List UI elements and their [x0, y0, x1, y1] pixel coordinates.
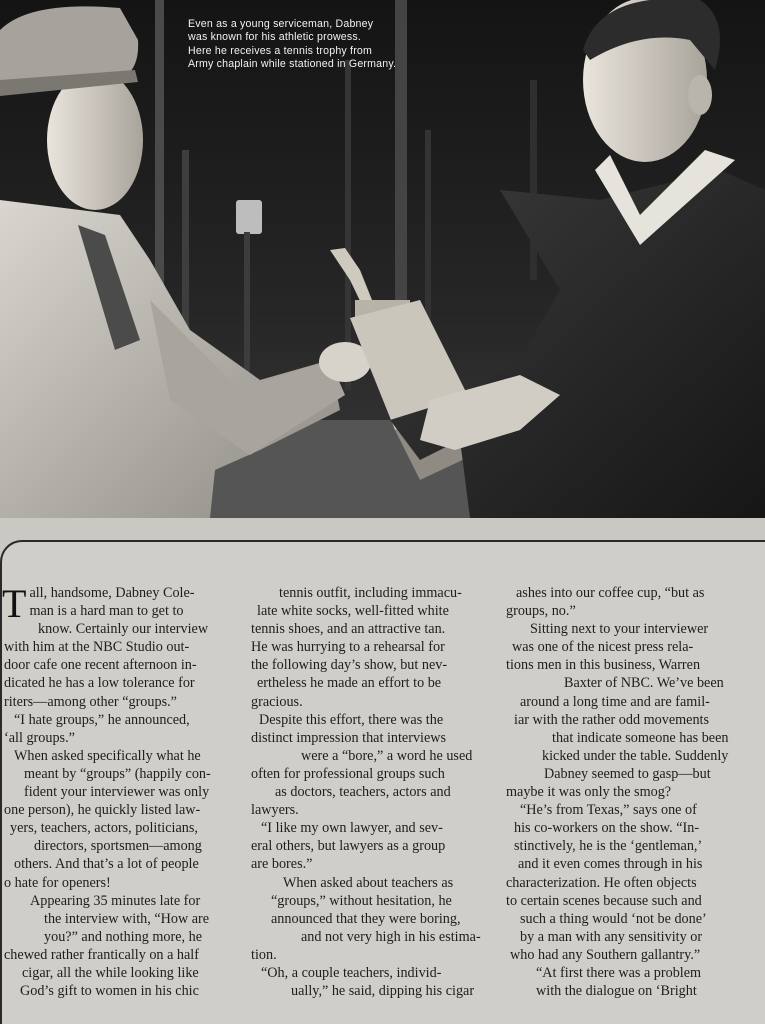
- text-line: distinct impression that interviews: [251, 729, 447, 746]
- text-line: “At first there was a problem: [536, 964, 702, 981]
- text-line: his co-workers on the show. “In-: [514, 820, 700, 837]
- text-line: yers, teachers, actors, politicians,: [10, 820, 198, 837]
- text-line: “Oh, a couple teachers, individ-: [261, 964, 442, 981]
- text-line: Baxter of NBC. We’ve been: [564, 675, 724, 692]
- text-line: He was hurrying to a rehearsal for: [251, 639, 445, 656]
- caption-line: Army chaplain while stationed in Germany.: [188, 58, 397, 71]
- text-line: as doctors, teachers, actors and: [275, 784, 451, 801]
- text-line: “I like my own lawyer, and sev-: [261, 820, 443, 837]
- text-line: directors, sportsmen—among: [34, 838, 202, 855]
- text-line: o hate for openers!: [4, 874, 111, 891]
- article-column-1: [2, 581, 249, 1000]
- text-line: riters—among other “groups.”: [4, 693, 177, 710]
- caption-line: Here he receives a tennis trophy from: [188, 44, 373, 57]
- text-line: one person), he quickly listed law-: [4, 802, 201, 819]
- text-line: maybe it was only the smog?: [506, 784, 672, 801]
- text-line: ually,” he said, dipping his cigar: [291, 983, 475, 1000]
- text-line: was one of the nicest press rela-: [512, 639, 694, 656]
- text-line: the following day’s show, but nev-: [251, 657, 448, 674]
- caption-line: was known for his athletic prowess.: [188, 31, 362, 44]
- text-line: tennis shoes, and an attractive tan.: [251, 621, 446, 638]
- text-line: tennis outfit, including immacu-: [279, 585, 462, 601]
- text-line: tion.: [251, 946, 277, 963]
- text-line: ‘all groups.”: [4, 729, 75, 746]
- text-line: tions men in this business, Warren: [506, 657, 701, 674]
- text-line: with him at the NBC Studio out-: [4, 639, 190, 656]
- text-line: eral others, but lawyers as a group: [251, 838, 446, 855]
- photo-caption: [188, 18, 478, 72]
- text-line: the interview with, “How are: [44, 910, 210, 927]
- text-line: “He’s from Texas,” says one of: [520, 802, 697, 819]
- article-column-3: [506, 584, 765, 1000]
- text-line: and it even comes through in his: [518, 856, 703, 873]
- text-line: who had any Southern gallantry.”: [510, 946, 701, 963]
- text-line: chewed rather frantically on a half: [4, 946, 199, 963]
- text-line: stinctively, he is the ‘gentleman,’: [514, 838, 703, 855]
- text-line: are bores.”: [251, 856, 313, 873]
- text-line: announced that they were boring,: [271, 910, 461, 927]
- text-line: ertheless he made an effort to be: [257, 675, 442, 692]
- text-line: “I hate groups,” he announced,: [14, 711, 190, 728]
- text-line: around a long time and are famil-: [520, 693, 710, 710]
- text-line: door cafe one recent afternoon in-: [4, 657, 197, 674]
- drop-cap: T: [2, 581, 27, 626]
- text-line: were a “bore,” a word he used: [301, 747, 473, 764]
- text-line: ashes into our coffee cup, “but as: [516, 585, 705, 601]
- text-line: iar with the rather odd movements: [514, 711, 710, 728]
- article-column-2: [251, 584, 501, 1000]
- caption-line: Even as a young serviceman, Dabney: [188, 18, 374, 30]
- text-line: kicked under the table. Suddenly: [542, 747, 729, 764]
- text-line: Sitting next to your interviewer: [530, 621, 709, 638]
- text-line: and not very high in his estima-: [301, 928, 481, 945]
- text-line: cigar, all the while looking like: [22, 964, 199, 981]
- text-line: Despite this effort, there was the: [259, 711, 444, 728]
- text-line: by a man with any sensitivity or: [520, 928, 703, 945]
- text-line: late white socks, well-fitted white: [257, 603, 449, 620]
- text-line: fident your interviewer was only: [24, 784, 210, 801]
- text-line: groups, no.”: [506, 603, 576, 620]
- text-line: “groups,” without hesitation, he: [271, 892, 452, 909]
- text-line: such a thing would ‘not be done’: [520, 910, 707, 927]
- text-line: that indicate someone has been: [552, 729, 729, 746]
- text-line: God’s gift to women in his chic: [20, 983, 199, 1000]
- text-line: lawyers.: [251, 802, 299, 819]
- text-line: characterization. He often objects: [506, 874, 697, 891]
- text-line: gracious.: [251, 693, 303, 710]
- text-line: When asked specifically what he: [14, 747, 201, 764]
- text-line: meant by “groups” (happily con-: [24, 765, 211, 782]
- text-line: man is a hard man to get to: [29, 603, 184, 620]
- text-line: you?” and nothing more, he: [44, 928, 202, 945]
- text-line: with the dialogue on ‘Bright: [536, 983, 697, 1000]
- text-line: Dabney seemed to gasp—but: [544, 765, 711, 782]
- text-line: dicated he has a low tolerance for: [4, 675, 195, 692]
- text-line: Appearing 35 minutes late for: [30, 892, 201, 909]
- text-line: all, handsome, Dabney Cole-: [29, 585, 195, 601]
- text-line: know. Certainly our interview: [38, 621, 209, 638]
- text-line: When asked about teachers as: [283, 874, 454, 891]
- text-line: often for professional groups such: [251, 765, 445, 782]
- text-line: to certain scenes because such and: [506, 892, 702, 909]
- text-line: others. And that’s a lot of people: [14, 856, 199, 873]
